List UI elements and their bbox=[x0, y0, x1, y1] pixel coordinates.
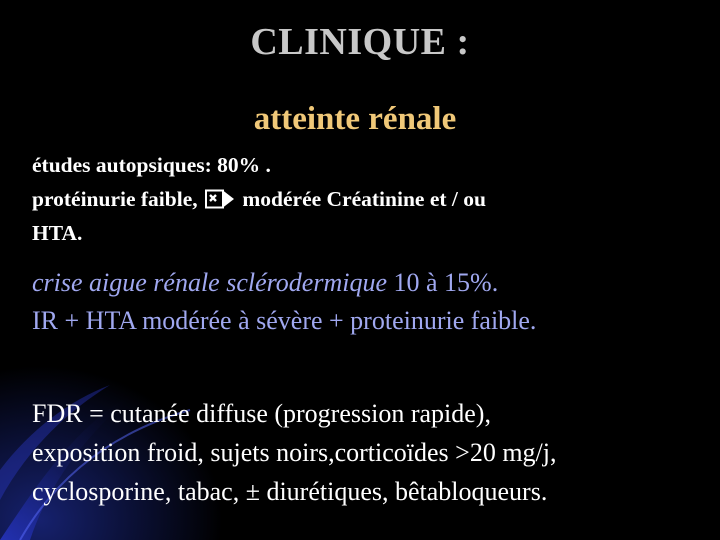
hta-line: HTA. bbox=[32, 221, 83, 245]
renal-crisis-term: crise aigue rénale sclérodermique bbox=[32, 268, 387, 297]
proteinuria-line bbox=[32, 182, 672, 216]
fdr-line-2: exposition froid, sujets noirs,corticoïdes >20 mg/j, bbox=[32, 438, 557, 467]
slide-title: CLINIQUE : bbox=[250, 21, 470, 63]
fdr-line-1: FDR = cutanée diffuse (progression rapide), bbox=[32, 399, 491, 428]
renal-crisis-line bbox=[32, 264, 712, 302]
autopsy-block bbox=[32, 148, 672, 250]
slide-subtitle: atteinte rénale bbox=[253, 101, 457, 137]
renal-crisis-percent: 10 à 15%. bbox=[387, 268, 499, 297]
fdr-line-3: cyclosporine, tabac, ± diurétiques, bêtabloqueurs. bbox=[32, 477, 548, 506]
autopsy-line: études autopsiques: 80% . bbox=[32, 153, 271, 177]
risk-factors-block bbox=[32, 394, 712, 511]
proteinuria-text-before: protéinurie faible, bbox=[32, 187, 203, 211]
ir-line: IR + HTA modérée à sévère + proteinurie faible. bbox=[32, 306, 537, 335]
renal-crisis-block bbox=[32, 264, 712, 340]
proteinuria-text-after: modérée Créatinine et / ou bbox=[237, 187, 486, 211]
boxed-right-arrow-icon bbox=[205, 185, 235, 205]
